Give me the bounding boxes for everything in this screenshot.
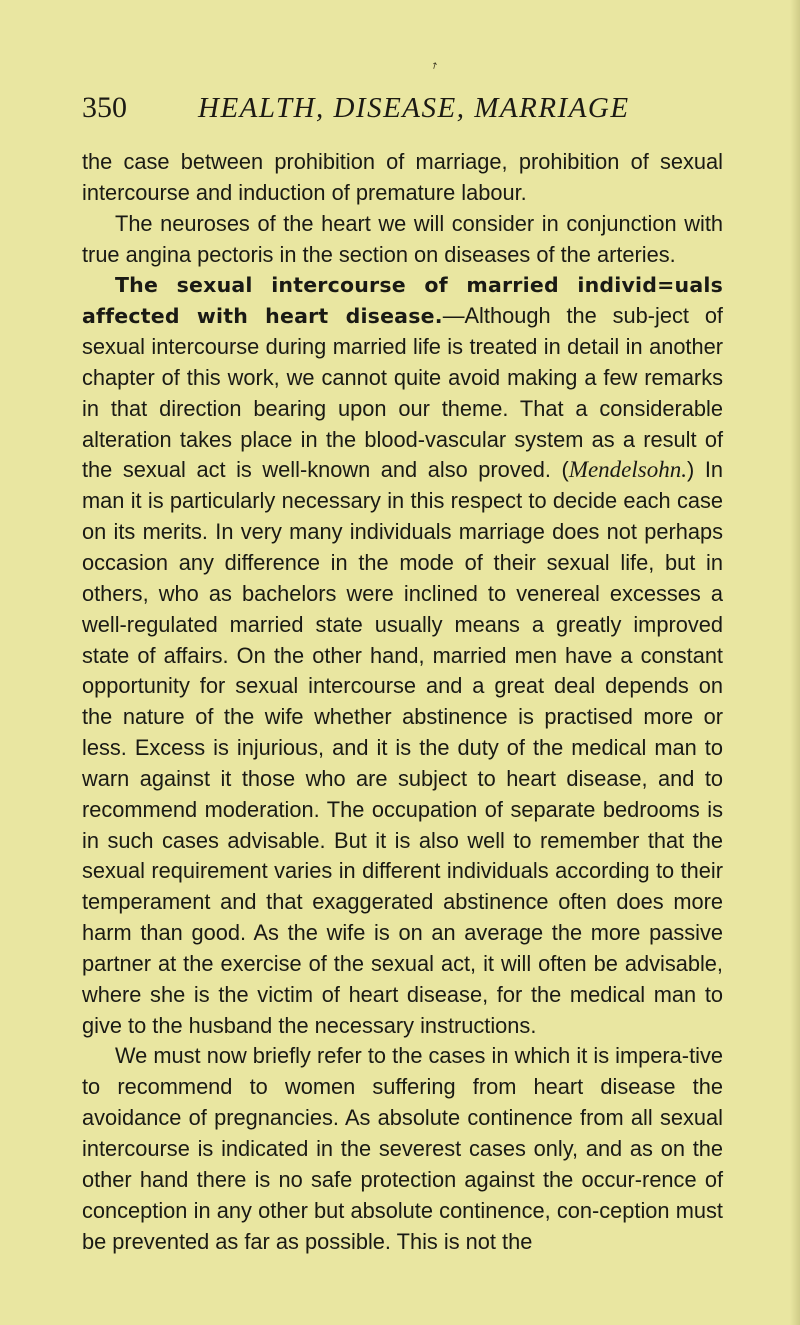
- paragraph-text-part1: —Although the sub-ject of sexual intercourse during married life is treated in detail in another chapter of this work, we cannot quite avoid making a few remarks in that direction bearing upon our theme. That a considerable alteration takes place in the blood-vascular system as a result of the sexual act is well-known and also proved. (: [82, 303, 723, 483]
- page-number: 350: [82, 91, 127, 124]
- page-edge-shadow: [790, 0, 800, 1325]
- paragraph-pregnancies: We must now briefly refer to the cases in which it is impera-tive to recommend to women suffering from heart disease the avoidance of pregnancies. As absolute continence from all sexual intercourse is indicated in the severest cases only, and as on the other hand there is no safe protection against the occur-rence of conception in any other but absolute continence, con-ception must be prevented as far as possible. This is not the: [82, 1043, 723, 1254]
- citation: Mendelsohn.: [568, 457, 687, 483]
- paragraph-continuation: the case between prohibition of marriage, prohibition of sexual intercourse and induction of premature labour.: [82, 149, 723, 205]
- running-title: HEALTH, DISEASE, MARRIAGE: [198, 92, 630, 124]
- page-header: [82, 88, 722, 128]
- ink-speck: ↗: [429, 60, 441, 73]
- paragraph-sexual-intercourse: [82, 270, 723, 1041]
- section-heading: The sexual intercourse of married individ=uals affected with heart disease.: [82, 273, 723, 329]
- paragraph-neuroses: The neuroses of the heart we will consider in conjunction with true angina pectoris in the section on diseases of the arteries.: [82, 210, 723, 267]
- paragraph-text-part2: ) In man it is particularly necessary in this respect to decide each case on its merits. In very many individuals marriage does not perhaps occasion any difference in the mode of their sexual life, but in others, who as bachelors were inclined to venereal excesses a well-regulated married state usually means a greatly improved state of affairs. On the other hand, married men have a constant opportunity for sexual intercourse and a great deal depends on the nature of the wife whether abstinence is practised more or less. Excess is injurious, and it is the duty of the medical man to warn against it those who are subject to heart disease, and to recommend moderation. The occupation of separate bedrooms is in such cases advisable. But it is also well to remember that the sexual requirement varies in different individuals according to their temperament and that exaggerated abstinence often does more harm than good. As the wife is on an average the more passive partner at the exercise of the sexual act, it will often be advisable, where she is the victim of heart disease, for the medical man to give to the husband the necessary instructions.: [82, 457, 723, 1038]
- body-text: [82, 147, 723, 1257]
